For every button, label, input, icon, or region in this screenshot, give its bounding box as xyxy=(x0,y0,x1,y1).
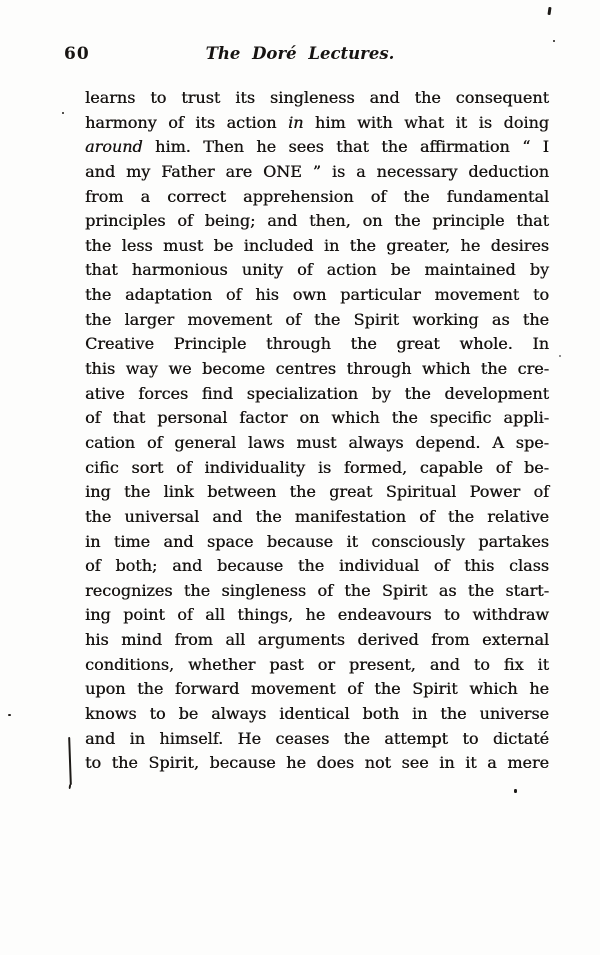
text-line: cation of general laws must always depend. A spe- xyxy=(85,432,549,452)
text-line: ative forces find specialization by the development xyxy=(85,383,549,403)
ink-dot-artifact xyxy=(553,40,555,42)
running-title: The Doré Lectures. xyxy=(205,44,395,63)
ink-speck-artifact xyxy=(514,789,517,793)
text-line: the larger movement of the Spirit working as the xyxy=(85,309,549,329)
text-line: recognizes the singleness of the Spirit as the start- xyxy=(85,580,549,600)
text-line: of that personal factor on which the specific appli- xyxy=(85,408,549,428)
text-line: the adaptation of his own particular movement to xyxy=(85,285,549,305)
body-text xyxy=(85,86,549,776)
page-number: 60 xyxy=(64,44,90,64)
text-line: ing the link between the great Spiritual Power of xyxy=(85,482,549,502)
page-header xyxy=(0,44,600,68)
text-line: his mind from all arguments derived from external xyxy=(85,630,549,650)
text-line: around him. Then he sees that the affirmation “ I xyxy=(85,137,549,157)
ink-tick-artifact xyxy=(547,7,551,15)
margin-pen-stroke-artifact xyxy=(68,737,72,785)
text-line: learns to trust its singleness and the consequent xyxy=(85,88,549,107)
text-line: conditions, whether past or present, and to fix it xyxy=(85,654,549,674)
ink-dot-artifact xyxy=(62,112,64,114)
text-line: knows to be always identical both in the universe xyxy=(85,704,549,724)
text-line: this way we become centres through which the cre- xyxy=(85,359,549,379)
text-line: Creative Principle through the great whole. In xyxy=(85,334,549,354)
text-line: the less must be included in the greater, he desires xyxy=(85,235,549,255)
text-line: cific sort of individuality is formed, capable of be- xyxy=(85,457,549,477)
text-line: principles of being; and then, on the principle that xyxy=(85,211,549,231)
text-line: from a correct apprehension of the fundamental xyxy=(85,186,549,206)
text-line: and in himself. He ceases the attempt to dictaté xyxy=(85,728,549,748)
ink-speck-artifact xyxy=(559,355,561,357)
text-line: ing point of all things, he endeavours to withdraw xyxy=(85,605,549,625)
text-line: of both; and because the individual of this class xyxy=(85,556,549,576)
text-line: in time and space because it consciously partakes xyxy=(85,531,549,551)
text-line: harmony of its action in him with what it is doing xyxy=(85,112,549,132)
text-line: the universal and the manifestation of the relative xyxy=(85,506,549,526)
text-line: and my Father are ONE ” is a necessary deduction xyxy=(85,161,549,181)
text-line: to the Spirit, because he does not see in it a mere xyxy=(85,753,549,773)
text-line: upon the forward movement of the Spirit which he xyxy=(85,679,549,699)
text-line: that harmonious unity of action be maintained by xyxy=(85,260,549,280)
ink-dot-artifact xyxy=(8,714,11,716)
